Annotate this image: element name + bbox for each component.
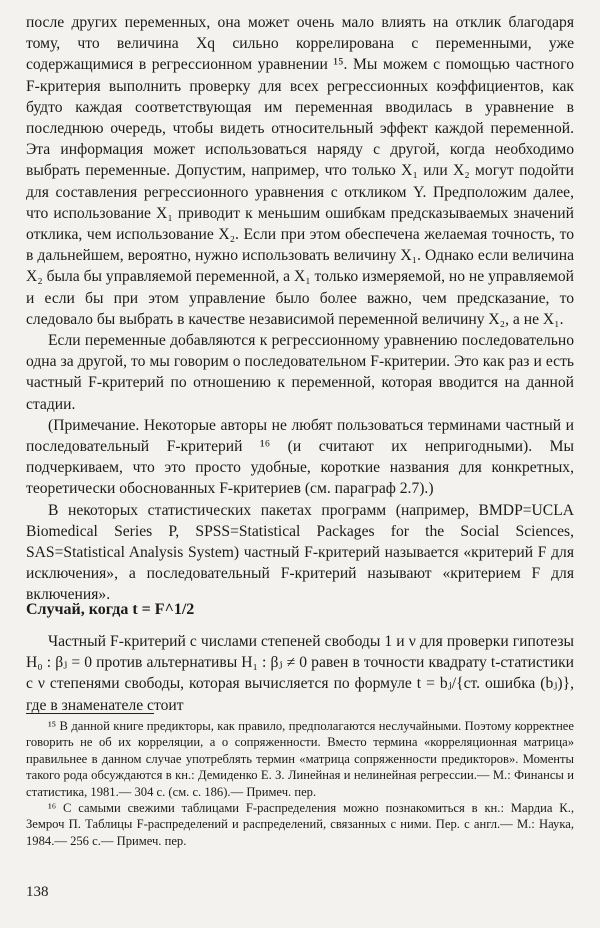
paragraph-1: после других переменных, она может очень мало влиять на отклик благодаря тому, что величина Xq сильно коррелирована с переменными, уже содержащимися в регрессионном уравнении ¹⁵. Мы можем с помощью частного F-критерия выполнить проверку для всех регрессионных коэффициентов, как будто каждая соответствующая им переменная вводилась в уравнение в последнюю очередь, чтобы видеть относительный эффект каждой переменной. Эта информация может использоваться наряду с другой, когда необходимо выбрать переменные. Допустим, например, что только X₁ или X₂ могут подойти для составления регрессионного уравнения с откликом Y. Предположим далее, что использование X₁ приводит к меньшим ошибкам предсказываемых значений отклика, чем использование X₂. Если при этом обеспечена желаемая точность, то в дальнейшем, вероятно, нужно использовать величину X₁. Однако если величина X₂ была бы управляемой переменной, а X₁ только измеряемой, но не управляемой и если бы при этом управление было более важно, чем предсказание, то следовало бы выбрать в качестве независимой переменной величину X₂, а не X₁.	[26, 14, 574, 328]
section-text	[26, 631, 574, 716]
paragraph-4: В некоторых статистических пакетах программ (например, BMDP=UCLA Biomedical Series P, SPSS=Statistical Packages for the Social Sciences, SAS=Statistical Analysis System) частный F-критерий называется «критерий F для исключения», а последовательный F-критерий называют «критерием F для включения».	[26, 501, 574, 604]
footnotes	[26, 718, 574, 849]
section-paragraph: Частный F-критерий с числами степеней свободы 1 и ν для проверки гипотезы H₀ : βⱼ = 0 против альтернативы H₁ : βⱼ ≠ 0 равен в точности квадрату t-статистики с ν степенями свободы, которая вычисляется по формуле t = bⱼ/{ст. ошибка (bⱼ)}, где в знаменателе стоит	[26, 633, 574, 714]
page-number: 138	[26, 884, 49, 900]
footnote-rule	[26, 713, 154, 714]
footnote-16: ¹⁶ С самыми свежими таблицами F-распределения можно познакомиться в кн.: Мардиа К., Земроч П. Таблицы F-распределений и распределений, связанных с ними. Пер. с англ.— М.: Наука, 1984.— 256 с.— Примеч. пер.	[26, 801, 574, 848]
paragraph-3: (Примечание. Некоторые авторы не любят пользоваться терминами частный и последовательный F-критерий ¹⁶ (и считают их непригодными). Мы подчеркиваем, что это просто удобные, короткие названия для конкретных, теоретически обоснованных F-критериев (см. параграф 2.7).)	[26, 416, 574, 498]
footnote-15: ¹⁵ В данной книге предикторы, как правило, предполагаются неслучайными. Поэтому корректнее говорить не об их корреляции, а о сопряженности. Вместо термина «корреляционная матрица» правильнее в данном случае употреблять термин «матрица сопряженности предикторов». Моменты такого рода обсуждаются в кн.: Демиденко Е. З. Линейная и нелинейная регрессии.— М.: Финансы и статистика, 1981.— 304 с. (см. с. 186).— Примеч. пер.	[26, 719, 574, 799]
section-heading: Случай, когда t = F^1/2	[26, 601, 195, 618]
paragraph-2: Если переменные добавляются к регрессионному уравнению последовательно одна за другой, то мы говорим о последовательном F-критерии. Это как раз и есть частный F-критерий по отношению к переменной, которая вводится на данной стадии.	[26, 332, 574, 413]
main-text	[26, 12, 574, 606]
